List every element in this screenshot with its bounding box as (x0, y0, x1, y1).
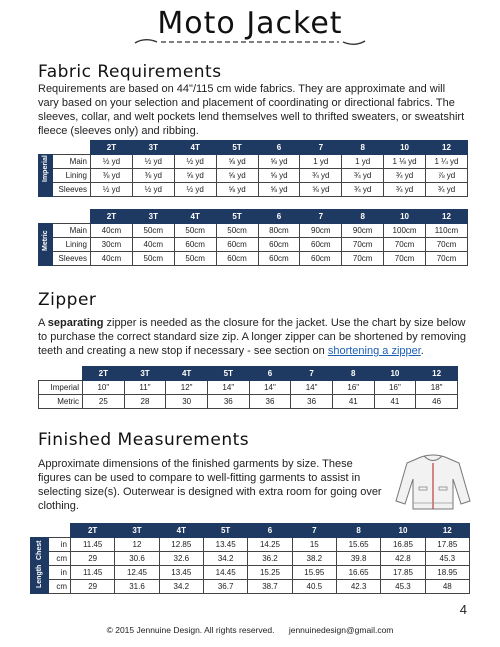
table-cell: ½ yd (174, 155, 216, 169)
table-cell: 36 (207, 395, 249, 409)
table-cell: ½ yd (174, 183, 216, 197)
size-header: 3T (124, 367, 166, 381)
footer (0, 625, 500, 635)
table-cell: 60cm (258, 238, 300, 252)
table-cell: 38.7 (248, 580, 292, 594)
copyright-text: © 2015 Jennuine Design. All rights reserved. (106, 625, 275, 635)
size-header: 4T (174, 141, 216, 155)
table-cell: 18.95 (425, 566, 469, 580)
table-cell: 28 (124, 395, 166, 409)
group-label-text: Chest (36, 540, 43, 560)
size-header: 4T (159, 524, 203, 538)
table-cell: 70cm (384, 252, 426, 266)
table-cell: 45.3 (381, 580, 425, 594)
fabric-metric-table (38, 209, 468, 266)
table-cell: ⅝ yd (258, 155, 300, 169)
table-cell: 14" (249, 381, 291, 395)
group-label (39, 224, 53, 266)
table-cell: 70cm (384, 238, 426, 252)
table-row (31, 580, 470, 594)
table-cell: ⅜ yd (91, 169, 133, 183)
row-label: Metric (39, 395, 83, 409)
row-label: Lining (53, 169, 91, 183)
size-header: 10 (384, 210, 426, 224)
table-cell: 70cm (426, 252, 468, 266)
row-label: Sleeves (53, 252, 91, 266)
table-cell: ½ yd (132, 155, 174, 169)
row-label: cm (49, 552, 71, 566)
table-cell: 50cm (174, 252, 216, 266)
table-cell: 30 (166, 395, 208, 409)
size-header: 6 (258, 210, 300, 224)
table-cell: 36 (249, 395, 291, 409)
table-cell: 41 (374, 395, 416, 409)
table-row (39, 381, 458, 395)
table-cell: 16.65 (336, 566, 380, 580)
table-cell: ⅝ yd (258, 169, 300, 183)
size-header: 5T (216, 141, 258, 155)
table-cell: 31.6 (115, 580, 159, 594)
jacket-illustration-icon (393, 451, 473, 513)
fabric-imperial-table (38, 140, 468, 197)
zipper-text-suffix: . (420, 345, 424, 357)
zipper-heading: Zipper (38, 290, 97, 310)
zipper-text-bold: separating (47, 317, 104, 329)
table-cell: 41 (332, 395, 374, 409)
table-row (31, 538, 470, 552)
size-header: 2T (91, 210, 133, 224)
contact-email: jennuinedesign@gmail.com (288, 625, 394, 635)
zipper-description (38, 316, 468, 358)
table-cell: 36.2 (248, 552, 292, 566)
table-cell: 13.45 (203, 538, 247, 552)
size-header: 5T (207, 367, 249, 381)
table-row (39, 238, 468, 252)
table-cell: ½ yd (91, 155, 133, 169)
table-cell: ⅝ yd (216, 169, 258, 183)
table-cell: 29 (71, 580, 115, 594)
table-cell: 46 (416, 395, 458, 409)
table-cell: 60cm (216, 238, 258, 252)
size-header: 8 (342, 210, 384, 224)
size-header: 10 (374, 367, 416, 381)
size-header: 8 (342, 141, 384, 155)
size-header: 7 (300, 141, 342, 155)
size-header: 2T (91, 141, 133, 155)
table-cell: 36.7 (203, 580, 247, 594)
table-cell: 90cm (342, 224, 384, 238)
shortening-zipper-link[interactable]: shortening a zipper (327, 345, 421, 357)
table-cell: 1 ¼ yd (426, 155, 468, 169)
table-cell: ¾ yd (300, 169, 342, 183)
finished-measurements-table (30, 523, 470, 594)
table-row (39, 155, 468, 169)
row-label: cm (49, 580, 71, 594)
table-cell: ⅝ yd (174, 169, 216, 183)
table-cell: 16" (332, 381, 374, 395)
size-header: 7 (292, 524, 336, 538)
table-cell: 16" (374, 381, 416, 395)
table-cell: 12.85 (159, 538, 203, 552)
table-cell: 50cm (132, 252, 174, 266)
table-cell: 60cm (258, 252, 300, 266)
table-cell: 100cm (384, 224, 426, 238)
size-header: 7 (300, 210, 342, 224)
table-cell: 14.25 (248, 538, 292, 552)
size-header: 6 (248, 524, 292, 538)
table-cell: 30cm (91, 238, 133, 252)
table-cell: 50cm (132, 224, 174, 238)
size-header: 2T (71, 524, 115, 538)
table-row (31, 552, 470, 566)
size-header: 3T (132, 210, 174, 224)
row-label: in (49, 566, 71, 580)
table-cell: 25 (83, 395, 125, 409)
group-label-text: Imperial (42, 155, 49, 182)
table-cell: 11.45 (71, 566, 115, 580)
size-header: 5T (203, 524, 247, 538)
table-cell: 60cm (216, 252, 258, 266)
table-cell: 42.8 (381, 552, 425, 566)
table-cell: 80cm (258, 224, 300, 238)
size-header: 3T (115, 524, 159, 538)
group-label-text: Metric (42, 230, 49, 251)
table-cell: ¾ yd (384, 169, 426, 183)
table-cell: ¾ yd (384, 183, 426, 197)
row-label: Main (53, 224, 91, 238)
table-cell: 70cm (426, 238, 468, 252)
table-cell: 70cm (342, 252, 384, 266)
row-label: Main (53, 155, 91, 169)
table-row (39, 395, 458, 409)
table-cell: 18" (416, 381, 458, 395)
table-cell: 40cm (91, 252, 133, 266)
table-row (39, 224, 468, 238)
group-label-text: Length (36, 564, 43, 588)
size-header: 12 (425, 524, 469, 538)
finished-description: Approximate dimensions of the finished garments by size. These figures can be used to compare to well-fitting garments to assist in selecting size(s). Outerwear is designed with extra room for going over clothing. (38, 458, 382, 512)
table-cell: ¾ yd (426, 183, 468, 197)
table-cell: 15.25 (248, 566, 292, 580)
row-label: Imperial (39, 381, 83, 395)
table-cell: ⅝ yd (216, 155, 258, 169)
table-cell: 29 (71, 552, 115, 566)
table-cell: 38.2 (292, 552, 336, 566)
table-cell: 40cm (132, 238, 174, 252)
table-cell: 1 yd (342, 155, 384, 169)
row-label: in (49, 538, 71, 552)
table-cell: 1 yd (300, 155, 342, 169)
table-cell: 40cm (91, 224, 133, 238)
table-cell: 34.2 (203, 552, 247, 566)
zipper-text-main: zipper is needed as the closure for the jacket. Use the chart by size below to purchase the correct standard size zip. A longer zipper can be shortened by removing teeth and creating a new stop if necessary - see section on (38, 317, 467, 357)
size-header: 4T (174, 210, 216, 224)
title-underline-swash (131, 36, 369, 48)
table-cell: 15.65 (336, 538, 380, 552)
table-cell: ⅝ yd (258, 183, 300, 197)
table-cell: 12.45 (115, 566, 159, 580)
table-cell: 15 (292, 538, 336, 552)
row-label: Sleeves (53, 183, 91, 197)
size-header: 3T (132, 141, 174, 155)
zipper-table (38, 366, 458, 409)
table-cell: 1 ⅛ yd (384, 155, 426, 169)
group-label (31, 538, 49, 566)
table-cell: 45.3 (425, 552, 469, 566)
page-title: Moto Jacket (157, 6, 343, 41)
table-cell: 30.6 (115, 552, 159, 566)
table-cell: 34.2 (159, 580, 203, 594)
size-header: 12 (426, 141, 468, 155)
table-cell: 17.85 (381, 566, 425, 580)
table-row (39, 252, 468, 266)
table-cell: 32.6 (159, 552, 203, 566)
size-header: 10 (381, 524, 425, 538)
table-cell: 11.45 (71, 538, 115, 552)
size-header: 6 (249, 367, 291, 381)
group-label (31, 566, 49, 594)
fabric-heading: Fabric Requirements (38, 62, 222, 82)
table-cell: 14" (207, 381, 249, 395)
table-cell: ¾ yd (342, 169, 384, 183)
table-cell: 50cm (216, 224, 258, 238)
size-header: 4T (166, 367, 208, 381)
table-cell: ½ yd (132, 183, 174, 197)
table-row (39, 183, 468, 197)
table-cell: ⅜ yd (132, 169, 174, 183)
table-cell: 13.45 (159, 566, 203, 580)
size-header: 12 (426, 210, 468, 224)
row-label: Lining (53, 238, 91, 252)
table-cell: 14" (291, 381, 333, 395)
table-cell: 17.85 (425, 538, 469, 552)
table-cell: 15.95 (292, 566, 336, 580)
table-cell: 70cm (342, 238, 384, 252)
table-cell: 11" (124, 381, 166, 395)
table-cell: 50cm (174, 224, 216, 238)
size-header: 7 (291, 367, 333, 381)
table-cell: 12" (166, 381, 208, 395)
size-header: 5T (216, 210, 258, 224)
table-cell: 90cm (300, 224, 342, 238)
table-cell: 48 (425, 580, 469, 594)
table-cell: ¾ yd (342, 183, 384, 197)
table-cell: 14.45 (203, 566, 247, 580)
table-cell: 39.8 (336, 552, 380, 566)
size-header: 8 (336, 524, 380, 538)
table-cell: ⅞ yd (426, 169, 468, 183)
zipper-text-prefix: A (38, 317, 48, 329)
table-cell: 12 (115, 538, 159, 552)
size-header: 2T (83, 367, 125, 381)
size-header: 6 (258, 141, 300, 155)
size-header: 8 (332, 367, 374, 381)
group-label (39, 155, 53, 197)
size-header: 10 (384, 141, 426, 155)
table-cell: 60cm (300, 238, 342, 252)
table-row (31, 566, 470, 580)
table-cell: ½ yd (91, 183, 133, 197)
table-cell: 42.3 (336, 580, 380, 594)
table-cell: 60cm (300, 252, 342, 266)
table-cell: 16.85 (381, 538, 425, 552)
table-cell: ⅝ yd (216, 183, 258, 197)
table-cell: 10" (83, 381, 125, 395)
table-cell: 110cm (426, 224, 468, 238)
page-number: 4 (459, 602, 467, 617)
table-cell: 36 (291, 395, 333, 409)
size-header: 12 (416, 367, 458, 381)
fabric-description: Requirements are based on 44"/115 cm wide fabrics. They are approximate and will vary based on your selection and placement of coordinating or directional fabrics. The sleeves, collar, and welt pockets lend themselves well to thrifted sweaters, or sweatshirt fleece (sleeves only) and ribbing. (38, 83, 465, 137)
table-cell: ⅝ yd (300, 183, 342, 197)
table-cell: 60cm (174, 238, 216, 252)
table-row (39, 169, 468, 183)
finished-heading: Finished Measurements (38, 430, 250, 450)
table-cell: 40.5 (292, 580, 336, 594)
